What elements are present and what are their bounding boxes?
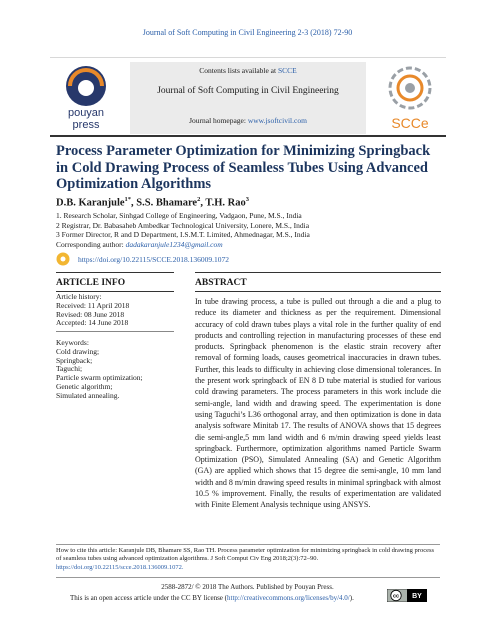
citation-text: How to cite this article: Karanjule DB, Bhamare SS, Rao TH. Process parameter optimization for minimizing springback in cold drawing process of seamless tubes using advanced optimization algorithms. J Soft Comput Civ Eng 2018;2(3):72–90. xyxy=(56,547,435,563)
author-name: D.B. Karanjule xyxy=(56,197,125,209)
scce-link[interactable]: SCCE xyxy=(277,66,297,75)
article-title: Process Parameter Optimization for Minimizing Springback in Cold Drawing Process of Seamless Tubes Using Advanced Optimization Algorithms xyxy=(56,143,431,192)
abstract-heading: ABSTRACT xyxy=(195,278,247,288)
keyword: Genetic algorithm; xyxy=(56,381,113,391)
affiliation-line: 1. Research Scholar, Sinhgad College of Engineering, Vadgaon, Pune, M.S., India xyxy=(56,211,302,220)
email-link[interactable]: dadakaranjule1234@gmail.com xyxy=(125,239,223,249)
author-list: D.B. Karanjule$^{1*}$, S.S. Bhamare$^2$, T.H. Rao$^3$ xyxy=(56,196,249,209)
revised-date: Revised: 08 June 2018 xyxy=(56,309,125,319)
abstract-rule xyxy=(195,291,441,292)
abstract-text: In tube drawing process, a tube is pulled out through a die and a plug to reduce its diameter and thickness as per the requirement. Dimensional accuracy of cold drawn tubes plays a vital role in the further quality of end products and controlling rejection in manufacturing processes of these end products. Springback phenomenon is the elastic strain recovery after removal of forming loads, causes geometrical inaccuracies in drawn tubes. Further, this leads to difficulty in achieving close dimensional tolerances. In the present work springback of EN 8 D tube material is studied for various cold drawing parameters. The process parameters in this work include die semi-angle, land width and drawing speed. The experimentation is done using Taguchi’s L36 orthogonal array, and then optimization is done in data analysis software Minitab 17. The results of ANOVA shows that 15 degrees die semi-angle,5 mm land width and 6 m/min drawing speed yields least springback. Furthermore, optimization algorithms named Particle Swarm Optimization (PSO), Simulated Annealing (SA) and Genetic Algorithm (GA) are applied which shows that 15 degree die semi-angle, 10 mm land width and 8 m/min drawing speed results in minimal springback with almost 10.5 % improvement. Finally, the results of experimentation are validated with Finite Element Analysis technique using ANSYS. xyxy=(195,297,441,510)
affiliations xyxy=(56,211,446,249)
doi-row xyxy=(56,252,229,266)
keyword: Cold drawing; xyxy=(56,346,100,356)
journal-reference: Journal of Soft Computing in Civil Engineering 2-3 (2018) 72-90 xyxy=(142,28,353,37)
pouyan-press-logo xyxy=(56,64,116,130)
svg-text:press: press xyxy=(72,119,100,130)
affiliation-line: 3 Former Director, R and D Department, I.S.M.T. Limited, Ahmednagar, M.S., India xyxy=(56,230,310,239)
article-info-top-rule xyxy=(56,272,174,273)
article-history xyxy=(56,293,174,328)
keyword: Particle swarm optimization; xyxy=(56,373,143,383)
received-date: Received: 11 April 2018 xyxy=(56,300,130,310)
keyword: Simulated annealing. xyxy=(56,390,120,400)
svg-text:BY: BY xyxy=(412,593,422,601)
doi-link[interactable]: https://doi.org/10.22115/SCCE.2018.136009.1072 xyxy=(78,254,230,264)
license-link[interactable]: http://creativecommons.org/licenses/by/4.0/ xyxy=(227,594,350,602)
homepage-link[interactable]: www.jsoftcivil.com xyxy=(247,116,307,125)
cc-by-badge[interactable] xyxy=(387,589,427,602)
doi-icon xyxy=(56,252,70,266)
keyword: Springback; xyxy=(56,355,93,365)
author-name: T.H. Rao xyxy=(205,197,246,209)
svg-text:pouyan: pouyan xyxy=(67,107,105,119)
issn-line: 2588-2872/ © 2018 The Authors. Published by Pouyan Press. xyxy=(161,583,334,591)
author-name: S.S. Bhamare xyxy=(136,197,198,209)
article-info-heading: ARTICLE INFO xyxy=(56,278,126,288)
citation-rule xyxy=(56,544,440,545)
abstract-top-rule xyxy=(195,272,441,273)
svg-text:SCCe: SCCe xyxy=(391,115,429,131)
journal-name: Journal of Soft Computing in Civil Engineering xyxy=(157,86,339,96)
keywords-label: Keywords: xyxy=(56,338,89,347)
citation-doi-link[interactable]: https://doi.org/10.22115/scce.2018.136009.1072. xyxy=(56,563,184,571)
license-line: This is an open access article under the CC BY license (http://creativecommons.org/licenses/by/4.0/). xyxy=(70,594,354,602)
contents-line: Contents lists available at SCCE xyxy=(199,66,297,75)
footer-rule xyxy=(56,577,440,578)
keyword: Taguchi; xyxy=(56,364,83,374)
accepted-date: Accepted: 14 June 2018 xyxy=(56,318,129,328)
citation-block xyxy=(56,547,440,572)
history-label: Article history: xyxy=(56,292,102,301)
scce-logo xyxy=(381,62,439,134)
header-rule xyxy=(50,135,446,137)
corresponding-author: Corresponding author: dadakaranjule1234@gmail.com xyxy=(56,239,223,249)
affiliation-line: 2 Registrar, Dr. Babasaheb Ambedkar Technological University, Lonere, M.S., India xyxy=(56,220,310,230)
keywords-list xyxy=(56,339,176,401)
keywords-rule xyxy=(56,331,174,332)
homepage-line: Journal homepage: www.jsoftcivil.com xyxy=(189,116,307,125)
svg-text:cc: cc xyxy=(392,593,400,600)
